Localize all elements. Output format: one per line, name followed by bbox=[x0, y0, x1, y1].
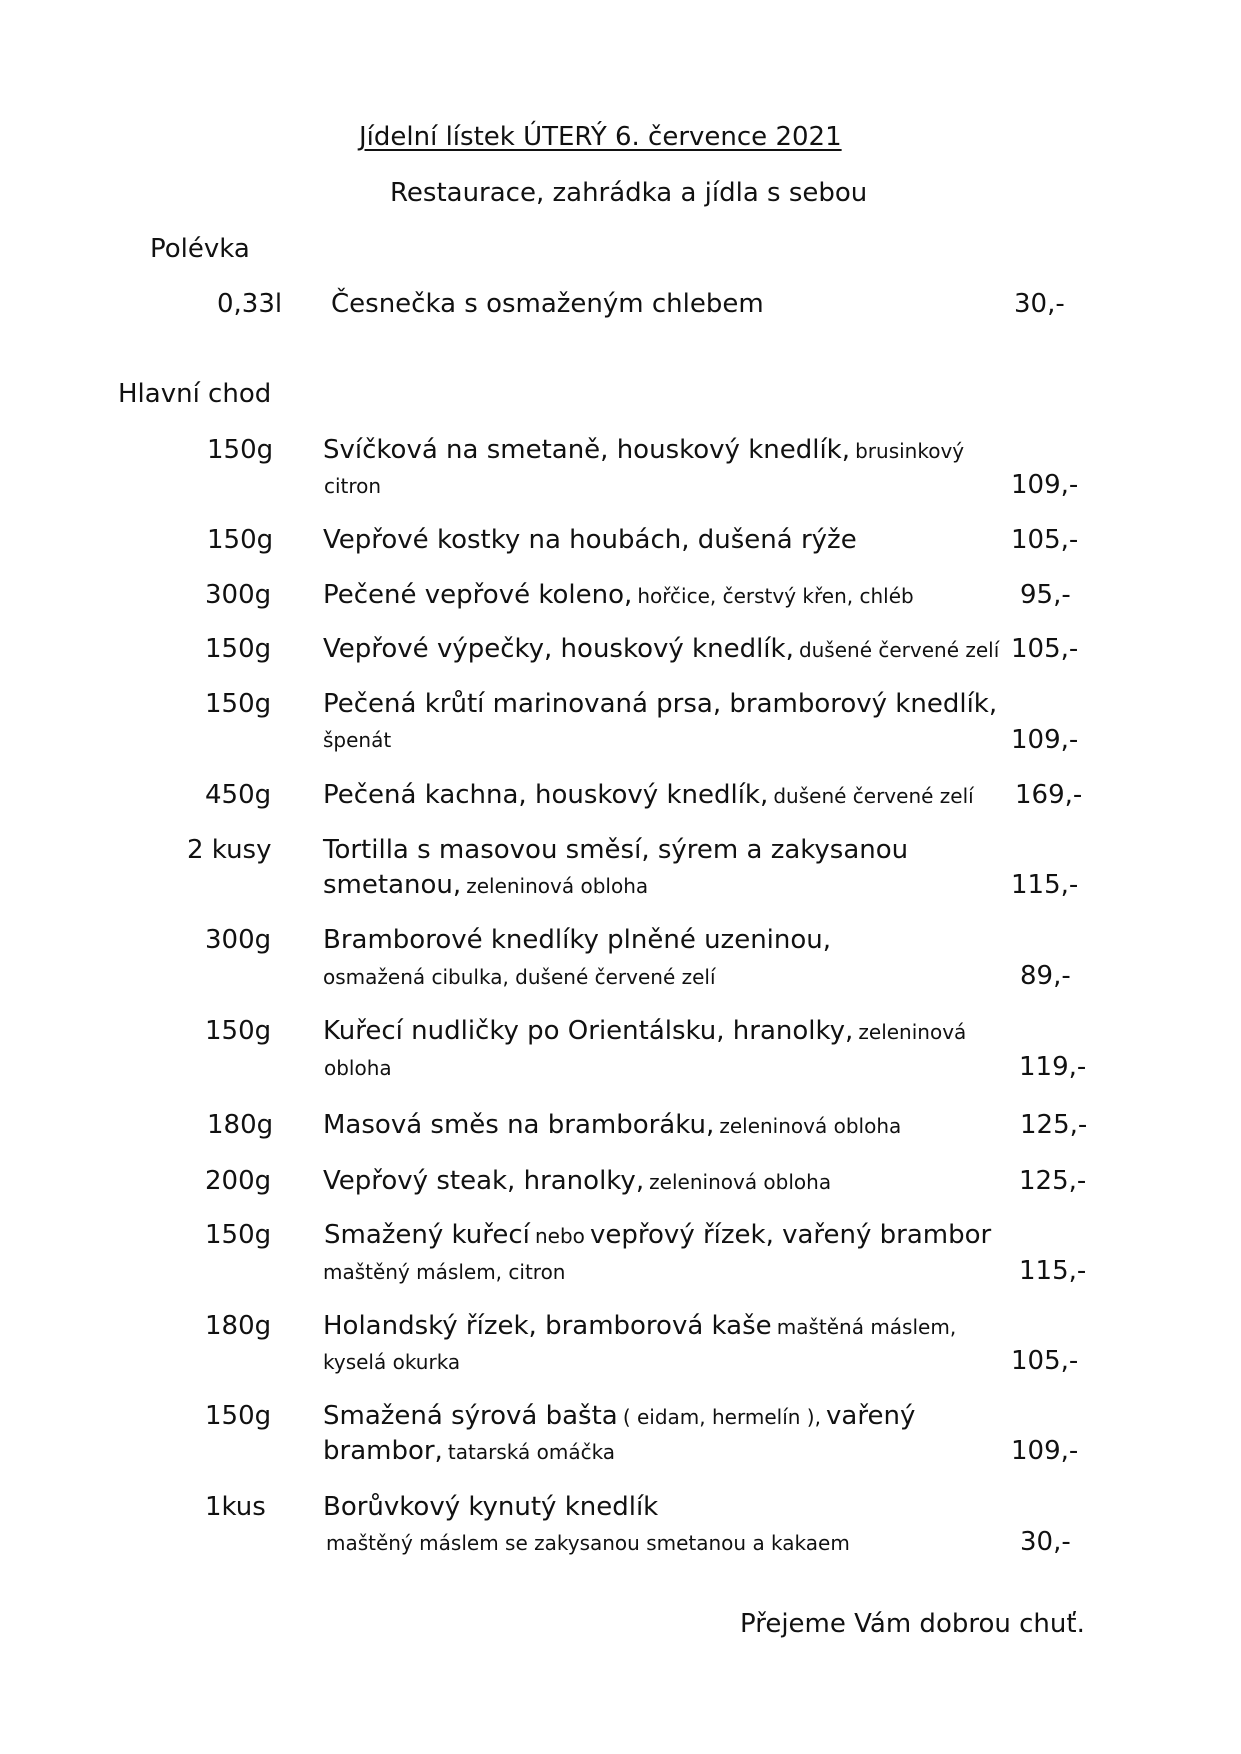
menu-item-price: 115,- bbox=[1011, 870, 1079, 900]
menu-item-side: obloha bbox=[324, 1056, 392, 1080]
menu-item-connector: nebo bbox=[535, 1224, 585, 1248]
menu-item-name: Kuřecí nudličky po Orientálsku, hranolky, zeleninová bbox=[323, 1016, 967, 1046]
menu-item-side: špenát bbox=[323, 728, 392, 752]
menu-item-qty: 150g bbox=[207, 525, 274, 555]
menu-item-price: 105,- bbox=[1011, 634, 1079, 664]
menu-item-price: 109,- bbox=[1011, 725, 1079, 755]
menu-item-name: Česnečka s osmaženým chlebem bbox=[331, 289, 764, 319]
menu-item-price: 125,- bbox=[1020, 1110, 1088, 1140]
section-heading-main: Hlavní chod bbox=[118, 379, 272, 409]
menu-item-name: Smažená sýrová bašta ( eidam, hermelín ), vařený bbox=[323, 1401, 916, 1431]
menu-item-name: Smažený kuřecí nebo vepřový řízek, vařený brambor bbox=[324, 1220, 992, 1250]
menu-item-price: 30,- bbox=[1014, 289, 1065, 319]
menu-item-qty: 200g bbox=[205, 1166, 272, 1196]
menu-item-side: dušené červené zelí bbox=[798, 638, 1000, 662]
menu-item-name: Svíčková na smetaně, houskový knedlík, brusinkový bbox=[323, 435, 965, 465]
menu-item-name: Pečená kachna, houskový knedlík, dušené červené zelí bbox=[323, 780, 974, 810]
menu-item-price: 89,- bbox=[1020, 961, 1071, 991]
menu-item-price: 95,- bbox=[1020, 580, 1071, 610]
menu-item-name: Vepřové kostky na houbách, dušená rýže bbox=[323, 525, 857, 555]
menu-item-qty: 180g bbox=[207, 1110, 274, 1140]
menu-item-price: 119,- bbox=[1019, 1052, 1087, 1082]
menu-item-name: Masová směs na bramboráku, zeleninová obloha bbox=[323, 1110, 902, 1140]
menu-item-price: 109,- bbox=[1011, 470, 1079, 500]
menu-item-side: hořčice, čerstvý křen, chléb bbox=[637, 584, 914, 608]
page-subtitle: Restaurace, zahrádka a jídla s sebou bbox=[390, 178, 868, 208]
menu-item-price: 115,- bbox=[1019, 1256, 1087, 1286]
menu-item-side: zeleninová obloha bbox=[466, 874, 649, 898]
menu-item-qty: 150g bbox=[205, 1220, 272, 1250]
menu-item-side: brusinkový bbox=[855, 439, 965, 463]
menu-item-line2: smetanou, zeleninová obloha bbox=[323, 870, 649, 900]
menu-item-qty: 450g bbox=[205, 780, 272, 810]
menu-item-qty: 150g bbox=[205, 1401, 272, 1431]
menu-item-qty: 0,33l bbox=[217, 289, 283, 319]
menu-item-line2: brambor, tatarská omáčka bbox=[323, 1436, 616, 1466]
menu-item-price: 30,- bbox=[1020, 1527, 1071, 1557]
closing-wish: Přejeme Vám dobrou chuť. bbox=[740, 1609, 1085, 1639]
menu-item-qty: 1kus bbox=[205, 1492, 266, 1522]
menu-item-side: zeleninová obloha bbox=[719, 1114, 902, 1138]
menu-item-name: Bramborové knedlíky plněné uzeninou, bbox=[323, 925, 832, 955]
menu-item-name: Borůvkový kynutý knedlík bbox=[323, 1492, 659, 1522]
menu-item-price: 109,- bbox=[1011, 1436, 1079, 1466]
menu-item-side: osmažená cibulka, dušené červené zelí bbox=[323, 965, 716, 989]
menu-item-name: Holandský řízek, bramborová kaše maštěná máslem, bbox=[323, 1311, 957, 1341]
menu-item-qty: 150g bbox=[207, 435, 274, 465]
menu-item-name: Pečené vepřové koleno, hořčice, čerstvý křen, chléb bbox=[323, 580, 914, 610]
menu-item-qty: 2 kusy bbox=[187, 835, 272, 865]
menu-item-price: 169,- bbox=[1015, 780, 1083, 810]
menu-item-side: maštěný máslem, citron bbox=[323, 1260, 566, 1284]
menu-item-side: tatarská omáčka bbox=[447, 1440, 616, 1464]
menu-item-price: 105,- bbox=[1011, 1346, 1079, 1376]
menu-item-name: Vepřové výpečky, houskový knedlík, dušené červené zelí bbox=[323, 634, 1000, 664]
menu-item-side: kyselá okurka bbox=[323, 1350, 461, 1374]
menu-item-price: 105,- bbox=[1011, 525, 1079, 555]
menu-item-qty: 180g bbox=[205, 1311, 272, 1341]
menu-item-side: dušené červené zelí bbox=[773, 784, 974, 808]
menu-item-name: Tortilla s masovou směsí, sýrem a zakysanou bbox=[323, 835, 909, 865]
menu-item-side: maštěná máslem, bbox=[776, 1315, 957, 1339]
menu-item-side: zeleninová bbox=[858, 1020, 967, 1044]
menu-item-qty: 300g bbox=[205, 580, 272, 610]
menu-item-side: maštěný máslem se zakysanou smetanou a kakaem bbox=[326, 1531, 850, 1555]
menu-item-side: citron bbox=[324, 474, 382, 498]
menu-item-qty: 300g bbox=[205, 925, 272, 955]
menu-item-name: Pečená krůtí marinovaná prsa, bramborový knedlík, bbox=[323, 689, 998, 719]
menu-item-qty: 150g bbox=[205, 689, 272, 719]
menu-item-qty: 150g bbox=[205, 1016, 272, 1046]
menu-item-qty: 150g bbox=[205, 634, 272, 664]
section-heading-soup: Polévka bbox=[150, 234, 250, 264]
menu-item-name: Vepřový steak, hranolky, zeleninová obloha bbox=[323, 1166, 832, 1196]
menu-item-price: 125,- bbox=[1019, 1166, 1087, 1196]
menu-item-side: zeleninová obloha bbox=[649, 1170, 832, 1194]
page-title: Jídelní lístek ÚTERÝ 6. července 2021 bbox=[359, 122, 842, 152]
